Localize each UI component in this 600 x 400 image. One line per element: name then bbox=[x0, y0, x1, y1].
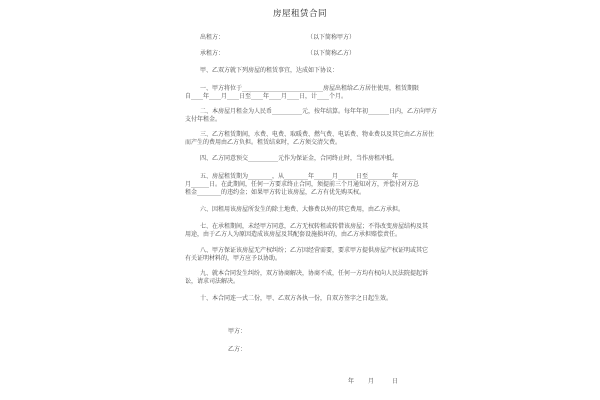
document-title: 房屋租赁合同 bbox=[272, 9, 327, 19]
clause-1-line-1: 一、甲方将位于___________________________房屋出租给乙方居住使用，租赁期限 bbox=[200, 85, 420, 92]
clause-5-line-2: 月______日。在此期间，任何一方要求终止合同，须提前三个月通知对方，并偿付对方总 bbox=[185, 181, 420, 188]
signature-party-a: 甲方： bbox=[228, 328, 247, 335]
clause-5-line-1: 五、房屋租赁期为________，从________年______月______日至________年______ bbox=[200, 173, 417, 180]
clause-7-line-1: 七、在承租期间，未经甲方同意，乙方无权转租或转借该房屋；不得改变房屋结构及其 bbox=[200, 223, 429, 230]
clause-2-line-1: 二、本房屋月租金为人民币__________元，按年结算。每年年初_______日内，乙方向甲方 bbox=[200, 108, 438, 115]
clause-5-line-3: 租金________的违约金；如果甲方转让该房屋，乙方有优先购买权。 bbox=[185, 189, 366, 196]
clause-2-line-2: 支付年租金。 bbox=[185, 116, 222, 123]
lessee-label: 承租方： bbox=[200, 50, 225, 57]
clause-8-line-1: 八、甲方保证该房屋无产权纠纷；乙方因经营需要，要求甲方提供房屋产权证明或其它 bbox=[200, 247, 429, 254]
clause-9-line-2: 讼，请求司法解决。 bbox=[185, 278, 240, 285]
clause-8-line-2: 有关证明材料的，甲方应予以协助。 bbox=[185, 255, 282, 262]
clause-4-line-1: 四、乙方同意预交__________元作为保证金，合同终止时，当作房租冲抵。 bbox=[200, 155, 399, 162]
intro-text: 甲、乙双方就下列房屋的租赁事宜，达成如下协议： bbox=[200, 67, 339, 74]
date-year: 年 bbox=[348, 378, 355, 385]
lessor-label: 出租方： bbox=[200, 34, 225, 41]
clause-6-line-1: 六、因租用该房屋所发生的除土地费、大修费以外的其它费用，由乙方承担。 bbox=[200, 206, 405, 213]
date-day: 日 bbox=[392, 378, 399, 385]
clause-10-line-1: 十、本合同连一式二份，甲、乙双方各执一份，自双方签字之日起生效。 bbox=[200, 295, 393, 302]
clause-9-line-1: 九、就本合同发生纠纷，双方协商解决，协商不成，任何一方均有权向人民法院提起诉 bbox=[200, 270, 429, 277]
signature-party-b: 乙方： bbox=[228, 346, 247, 353]
clause-7-line-2: 用途，由于乙方人为原因造成该房屋及其配套设施损坏的，由乙方承担赔偿责任。 bbox=[185, 231, 402, 238]
date-month: 月 bbox=[368, 378, 375, 385]
clause-3-line-1: 三、乙方租赁期间，水费、电费、取暖费、燃气费、电话费、物业费以及其它由乙方居住 bbox=[200, 131, 435, 138]
lessor-note: （以下简称甲方） bbox=[307, 34, 356, 41]
clause-1-line-2: 自____年____月____日至____年____月____日，计____个月。 bbox=[185, 93, 348, 100]
lessee-note: （以下简称乙方） bbox=[307, 50, 356, 57]
clause-3-line-2: 而产生的费用由乙方负担。租赁结束时，乙方须交清欠费。 bbox=[185, 139, 342, 146]
